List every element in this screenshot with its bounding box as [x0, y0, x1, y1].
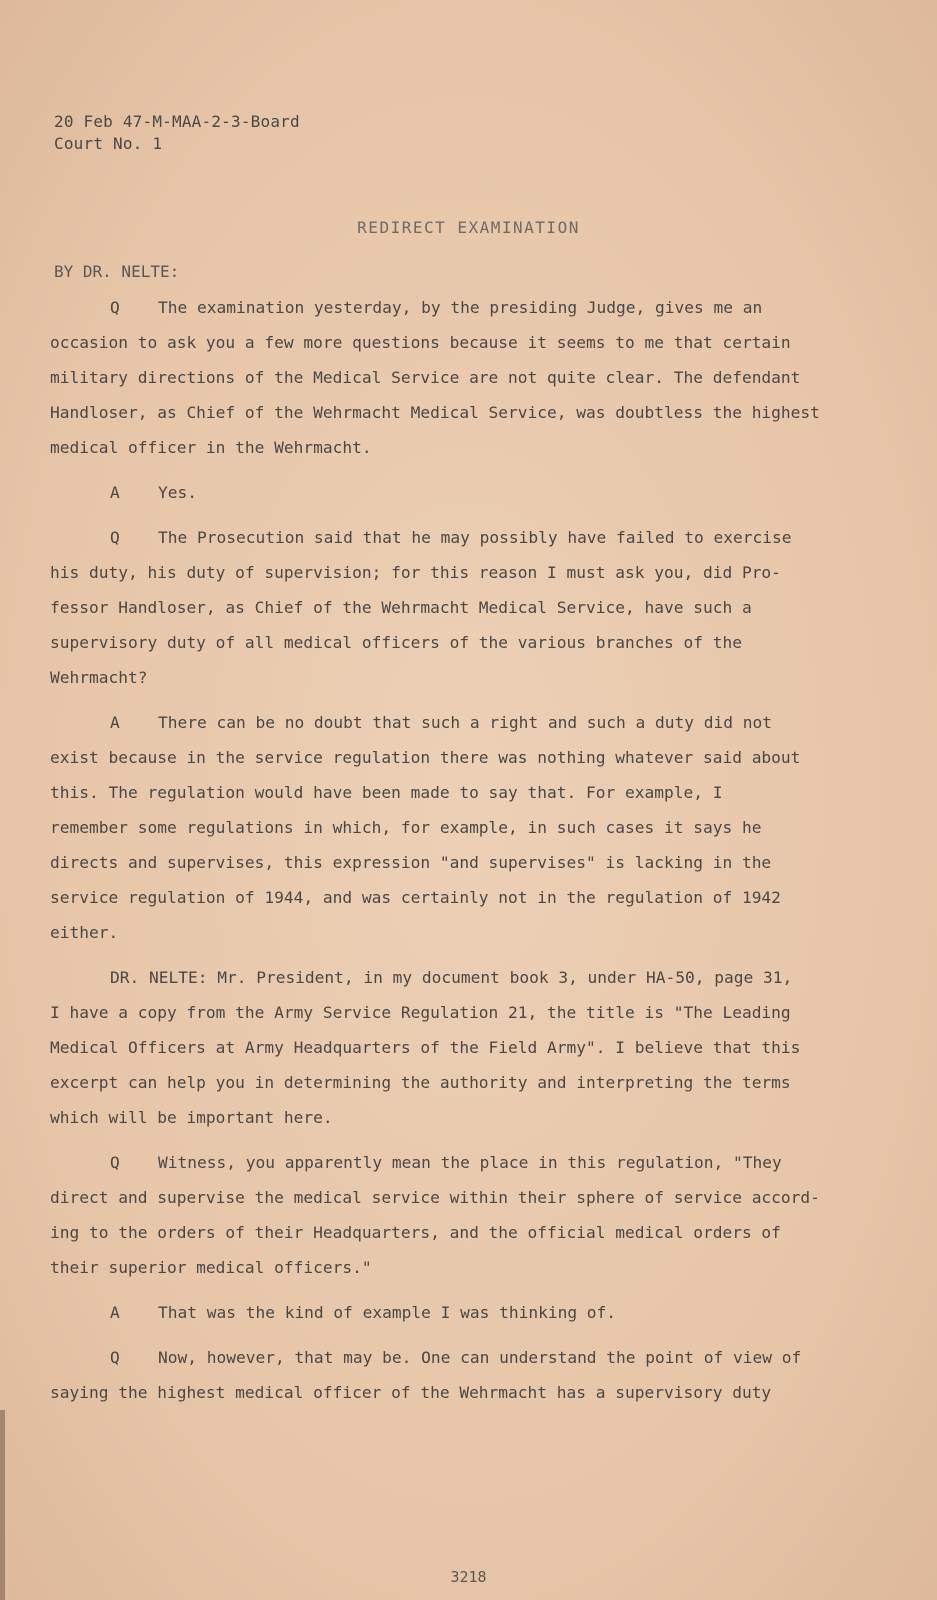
- line-text: There can be no doubt that such a right and such a duty did not: [158, 713, 772, 732]
- speaker-label: Q: [110, 298, 120, 317]
- speaker-label: Q: [110, 1348, 120, 1367]
- header-line-2: Court No. 1: [54, 134, 163, 153]
- paragraph-line: directs and supervises, this expression "and supervises" is lacking in the: [50, 853, 772, 872]
- transcript-paragraph: [50, 1145, 850, 1285]
- header-line-1: 20 Feb 47-M-MAA-2-3-Board: [54, 112, 300, 131]
- paragraph-line: service regulation of 1944, and was certainly not in the regulation of 1942: [50, 888, 781, 907]
- section-title: REDIRECT EXAMINATION: [357, 218, 580, 237]
- transcript-paragraph: [50, 1340, 850, 1410]
- paragraph-first-line: [50, 520, 850, 555]
- paragraph-line: remember some regulations in which, for example, in such cases it says he: [50, 818, 762, 837]
- line-text: That was the kind of example I was thinking of.: [158, 1303, 617, 1322]
- transcript-paragraph: [50, 475, 850, 510]
- transcript-paragraph: [50, 1295, 850, 1330]
- paragraph-first-line: [50, 960, 850, 995]
- examiner-byline: BY DR. NELTE:: [54, 262, 180, 281]
- speaker-label: A: [110, 713, 120, 732]
- paragraph-first-line: [50, 475, 850, 510]
- transcript-paragraph: [50, 705, 850, 950]
- paragraph-line: Medical Officers at Army Headquarters of the Field Army". I believe that this: [50, 1038, 801, 1057]
- line-text: Witness, you apparently mean the place in this regulation, "They: [158, 1153, 782, 1172]
- paragraph-first-line: [50, 705, 850, 740]
- paragraph-first-line: [50, 1145, 850, 1180]
- paragraph-line: saying the highest medical officer of the Wehrmacht has a supervisory duty: [50, 1383, 772, 1402]
- transcript-body: [50, 290, 850, 1420]
- line-text: The Prosecution said that he may possibly have failed to exercise: [158, 528, 792, 547]
- paragraph-first-line: [50, 290, 850, 325]
- transcript-paragraph: [50, 290, 850, 465]
- paragraph-line: exist because in the service regulation there was nothing whatever said about: [50, 748, 801, 767]
- line-text: Yes.: [158, 483, 197, 502]
- paragraph-line: ing to the orders of their Headquarters, and the official medical orders of: [50, 1223, 781, 1242]
- paragraph-line: military directions of the Medical Service are not quite clear. The defendant: [50, 368, 801, 387]
- speaker-label: A: [110, 483, 120, 502]
- line-text: Now, however, that may be. One can understand the point of view of: [158, 1348, 802, 1367]
- paragraph-line: supervisory duty of all medical officers of the various branches of the: [50, 633, 742, 652]
- paragraph-first-line: [50, 1295, 850, 1330]
- scan-edge-mark: [0, 1410, 5, 1600]
- line-text: The examination yesterday, by the presiding Judge, gives me an: [158, 298, 763, 317]
- line-text: Mr. President, in my document book 3, under HA-50, page 31,: [217, 968, 793, 987]
- paragraph-line: I have a copy from the Army Service Regulation 21, the title is "The Leading: [50, 1003, 791, 1022]
- paragraph-line: either.: [50, 923, 119, 942]
- paragraph-first-line: [50, 1340, 850, 1375]
- paragraph-line: medical officer in the Wehrmacht.: [50, 438, 372, 457]
- paragraph-line: which will be important here.: [50, 1108, 333, 1127]
- speaker-label: A: [110, 1303, 120, 1322]
- paragraph-line: excerpt can help you in determining the authority and interpreting the terms: [50, 1073, 791, 1092]
- paragraph-line: this. The regulation would have been made to say that. For example, I: [50, 783, 723, 802]
- paragraph-line: their superior medical officers.": [50, 1258, 372, 1277]
- transcript-paragraph: [50, 960, 850, 1135]
- paragraph-line: Handloser, as Chief of the Wehrmacht Medical Service, was doubtless the highest: [50, 403, 820, 422]
- paragraph-line: Wehrmacht?: [50, 668, 148, 687]
- paragraph-line: fessor Handloser, as Chief of the Wehrmacht Medical Service, have such a: [50, 598, 752, 617]
- paragraph-line: direct and supervise the medical service within their sphere of service accord-: [50, 1188, 820, 1207]
- speaker-label: Q: [110, 1153, 120, 1172]
- transcript-paragraph: [50, 520, 850, 695]
- speaker-label: DR. NELTE:: [110, 968, 208, 987]
- page-number: 3218: [450, 1568, 487, 1586]
- speaker-label: Q: [110, 528, 120, 547]
- paragraph-line: occasion to ask you a few more questions because it seems to me that certain: [50, 333, 791, 352]
- paragraph-line: his duty, his duty of supervision; for this reason I must ask you, did Pro-: [50, 563, 781, 582]
